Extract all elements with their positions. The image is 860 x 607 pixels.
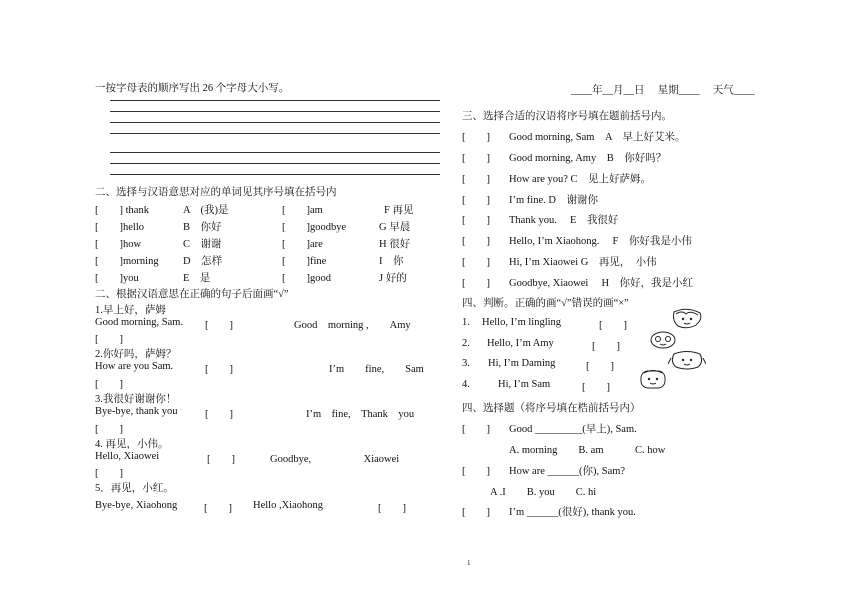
writing-line bbox=[110, 122, 440, 123]
question-text: How are ______(你), Sam? bbox=[509, 466, 626, 477]
date-weather-line: ____年__月__日 星期____ 天气____ bbox=[571, 85, 755, 96]
section3-title: 二、根据汉语意思在正确的句子后面画“√” bbox=[95, 289, 289, 300]
question-options: A .I B. you C. hi bbox=[490, 487, 597, 498]
judge-number: 3. bbox=[462, 358, 470, 369]
match-meaning: C 谢谢 bbox=[183, 239, 222, 250]
writing-line bbox=[110, 174, 440, 175]
match-sentence: I’m fine. D 谢谢你 bbox=[509, 195, 598, 206]
answer-bracket: [ ] bbox=[205, 364, 233, 375]
match-word: [ ]hello bbox=[95, 222, 144, 233]
answer-bracket: [ ] bbox=[205, 320, 233, 331]
answer-bracket: [ ] bbox=[599, 320, 627, 331]
answer-bracket: [ ] bbox=[462, 174, 490, 185]
match-meaning: G 早晨 bbox=[379, 222, 411, 233]
judge-number: 2. bbox=[462, 338, 470, 349]
girl-face-drawing bbox=[670, 308, 704, 330]
writing-line bbox=[110, 111, 440, 112]
answer-bracket: [ ] bbox=[462, 215, 490, 226]
answer-bracket: [ ] bbox=[462, 424, 490, 435]
match-meaning: I 你 bbox=[379, 256, 404, 267]
match-word: [ ]you bbox=[95, 273, 139, 284]
answer-bracket: [ ] bbox=[462, 257, 490, 268]
match-sentence: Thank you. E 我很好 bbox=[509, 215, 619, 226]
question-text: I’m ______(很好), thank you. bbox=[509, 507, 636, 518]
section5-title: 四、选择题（将序号填在梏前括号内） bbox=[462, 403, 641, 414]
section1-title: 一按字母表的顺序写出 26 个字母大小写。 bbox=[95, 83, 290, 94]
match-sentence: Hi, I’m Xiaowei G 再见， 小伟 bbox=[509, 257, 657, 268]
section4-title: 四、判断。正确的画“√”错误的画“×” bbox=[462, 298, 629, 309]
answer-bracket: [ ] bbox=[462, 153, 490, 164]
question-options: A. morning B. am C. how bbox=[509, 445, 666, 456]
answer-bracket: [ ] bbox=[462, 507, 490, 518]
writing-line bbox=[110, 100, 440, 101]
writing-line bbox=[110, 163, 440, 164]
answer-bracket: [ ] bbox=[95, 379, 123, 390]
answer-bracket: [ ] bbox=[95, 334, 123, 345]
match-sentence: How are you? C 见上好萨姆。 bbox=[509, 174, 652, 185]
item-option-b: I’m fine, Sam bbox=[329, 364, 424, 375]
match-sentence: Good morning, Amy B 你好吗？ bbox=[509, 153, 667, 164]
answer-bracket: [ ] bbox=[462, 236, 490, 247]
match-meaning: E 是 bbox=[183, 273, 211, 284]
item-option-b: Goodbye, Xiaowei bbox=[270, 454, 400, 465]
match-word: [ ]am bbox=[282, 205, 323, 216]
writing-line bbox=[110, 133, 440, 134]
match-meaning: D 怎样 bbox=[183, 256, 223, 267]
judge-number: 1. bbox=[462, 317, 470, 328]
match-sentence: Goodbye, Xiaowei H 你好，我是小红 bbox=[509, 278, 694, 289]
item-option-a: Hello, Xiaowei bbox=[95, 451, 160, 462]
answer-bracket: [ ] bbox=[95, 424, 123, 435]
item-option-b: Good morning , Amy bbox=[294, 320, 411, 331]
answer-bracket: [ ] bbox=[462, 132, 490, 143]
answer-bracket: [ ] bbox=[205, 409, 233, 420]
answer-bracket: [ ] bbox=[582, 382, 610, 393]
match-word: [ ]morning bbox=[95, 256, 159, 267]
answer-bracket: [ ] bbox=[586, 361, 614, 372]
answer-bracket: [ ] bbox=[462, 195, 490, 206]
item-option-b: I’m fine, Thank you bbox=[306, 409, 415, 420]
answer-bracket: [ ] bbox=[462, 466, 490, 477]
judge-sentence: Hi, I’m Sam bbox=[498, 379, 551, 390]
item-option-a: Bye-bye, thank you bbox=[95, 406, 178, 417]
item-option-a: Good morning, Sam. bbox=[95, 317, 184, 328]
match-sentence: Good morning, Sam A 早上好艾米。 bbox=[509, 132, 686, 143]
answer-bracket: [ ] bbox=[204, 503, 232, 514]
answer-bracket: [ ] bbox=[95, 468, 123, 479]
item-option-a: Bye-bye, Xiaohong bbox=[95, 500, 178, 511]
match-meaning: H 很好 bbox=[379, 239, 411, 250]
match-word: [ ]how bbox=[95, 239, 142, 250]
section2-title: 二、选择与汉语意思对应的单词见其序号填在括号内 bbox=[95, 187, 337, 198]
match-meaning: F 再见 bbox=[384, 205, 414, 216]
writing-line bbox=[110, 152, 440, 153]
boy-face-drawing bbox=[648, 330, 678, 350]
match-word: [ ]goodbye bbox=[282, 222, 347, 233]
answer-bracket: [ ] bbox=[378, 503, 406, 514]
item-chinese: 4. 再见，小伟。 bbox=[95, 439, 169, 450]
match-meaning: B 你好 bbox=[183, 222, 222, 233]
match-meaning: A (我)是 bbox=[183, 205, 229, 216]
match-word: [ ]are bbox=[282, 239, 323, 250]
boy-face-drawing bbox=[638, 368, 668, 390]
item-chinese: 1.早上好，萨姆 bbox=[95, 305, 166, 316]
judge-sentence: Hello, I’m lingling bbox=[482, 317, 562, 328]
match-word: [ ] thank bbox=[95, 205, 149, 216]
match-meaning: J 好的 bbox=[379, 273, 407, 284]
answer-bracket: [ ] bbox=[462, 278, 490, 289]
item-chinese: 3.我很好谢谢你！ bbox=[95, 394, 177, 405]
answer-bracket: [ ] bbox=[592, 341, 620, 352]
answer-bracket: [ ] bbox=[207, 454, 235, 465]
judge-sentence: Hello, I’m Amy bbox=[487, 338, 554, 349]
page-number: 1 bbox=[467, 559, 471, 567]
item-option-b: Hello ,Xiaohong bbox=[253, 500, 323, 511]
item-chinese: 5．再见，小红。 bbox=[95, 483, 174, 494]
question-text: Good _________(早上), Sam. bbox=[509, 424, 637, 435]
item-option-a: How are you Sam. bbox=[95, 361, 174, 372]
judge-sentence: Hi, I’m Daming bbox=[488, 358, 556, 369]
match-word: [ ]fine bbox=[282, 256, 327, 267]
girl-face-drawing bbox=[668, 350, 706, 370]
judge-number: 4. bbox=[462, 379, 470, 390]
item-chinese: 2.你好吗，萨姆？ bbox=[95, 349, 177, 360]
match-sentence: Hello, I’m Xiaohong. F 你好我是小伟 bbox=[509, 236, 692, 247]
match-word: [ ]good bbox=[282, 273, 331, 284]
section3-right-title: 三、选择合适的汉语将序号填在题前括号内。 bbox=[462, 111, 672, 122]
